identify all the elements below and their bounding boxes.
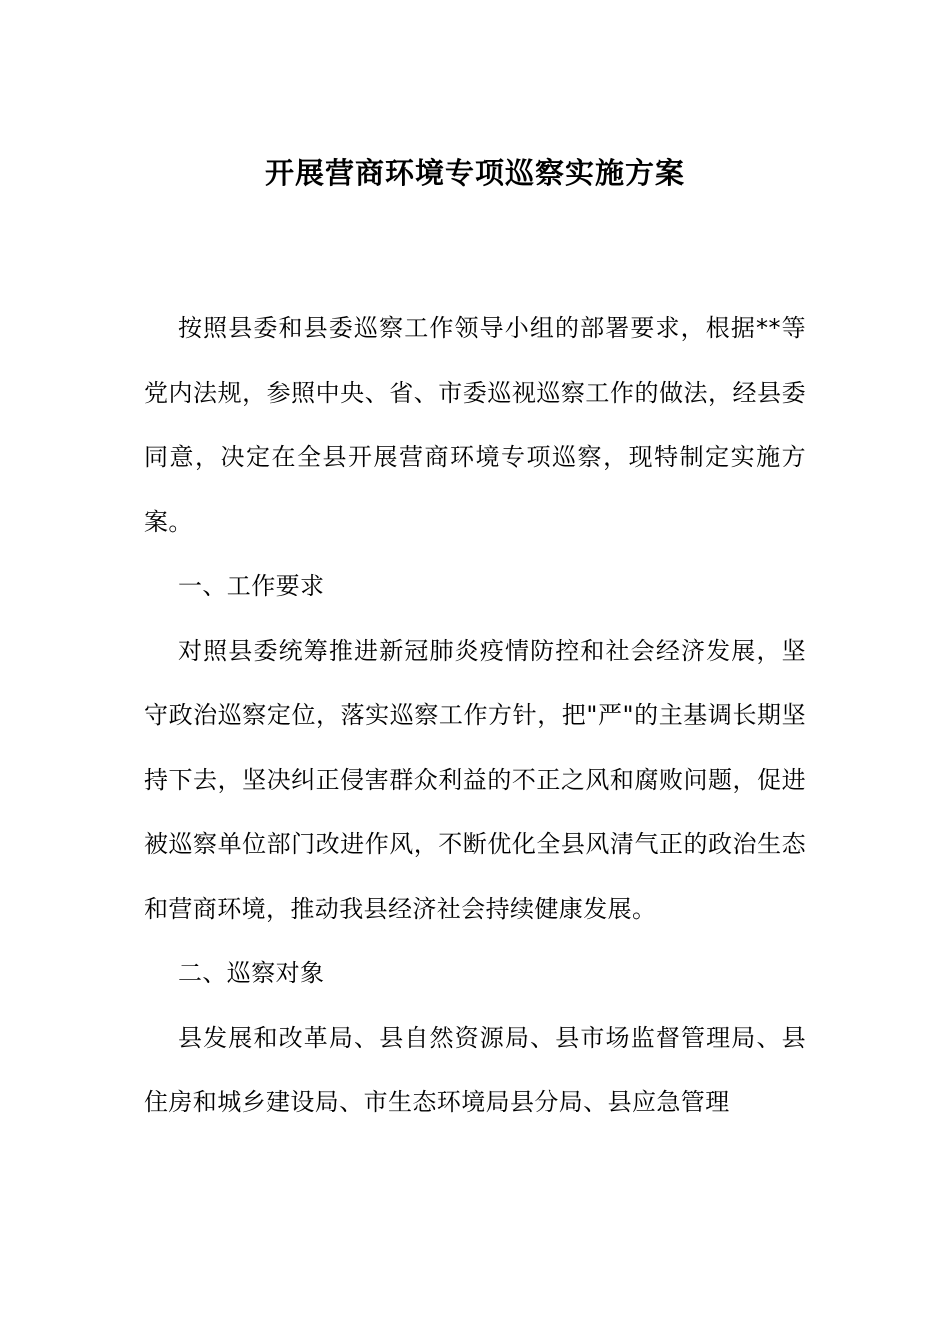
inspection-targets-paragraph: 县发展和改革局、县自然资源局、县市场监督管理局、县住房和城乡建设局、市生态环境局县分局、县应急管理: [144, 1023, 806, 1116]
work-requirements-paragraph: 对照县委统筹推进新冠肺炎疫情防控和社会经济发展，坚守政治巡察定位，落实巡察工作方针，把"严"的主基调长期坚持下去，坚决纠正侵害群众利益的不正之风和腐败问题，促进被巡察单位部门改进作风，不断优化全县风清气正的政治生态和营商环境，推动我县经济社会持续健康发展。: [144, 636, 806, 923]
document-body: [144, 296, 806, 1135]
intro-paragraph: 按照县委和县委巡察工作领导小组的部署要求，根据**等党内法规，参照中央、省、市委巡视巡察工作的做法，经县委同意，决定在全县开展营商环境专项巡察，现特制定实施方案。: [144, 314, 806, 536]
section-heading-work-requirements: 一、工作要求: [178, 572, 325, 600]
document-title: 开展营商环境专项巡察实施方案: [264, 156, 685, 190]
section-heading-inspection-targets: 二、巡察对象: [178, 959, 325, 987]
